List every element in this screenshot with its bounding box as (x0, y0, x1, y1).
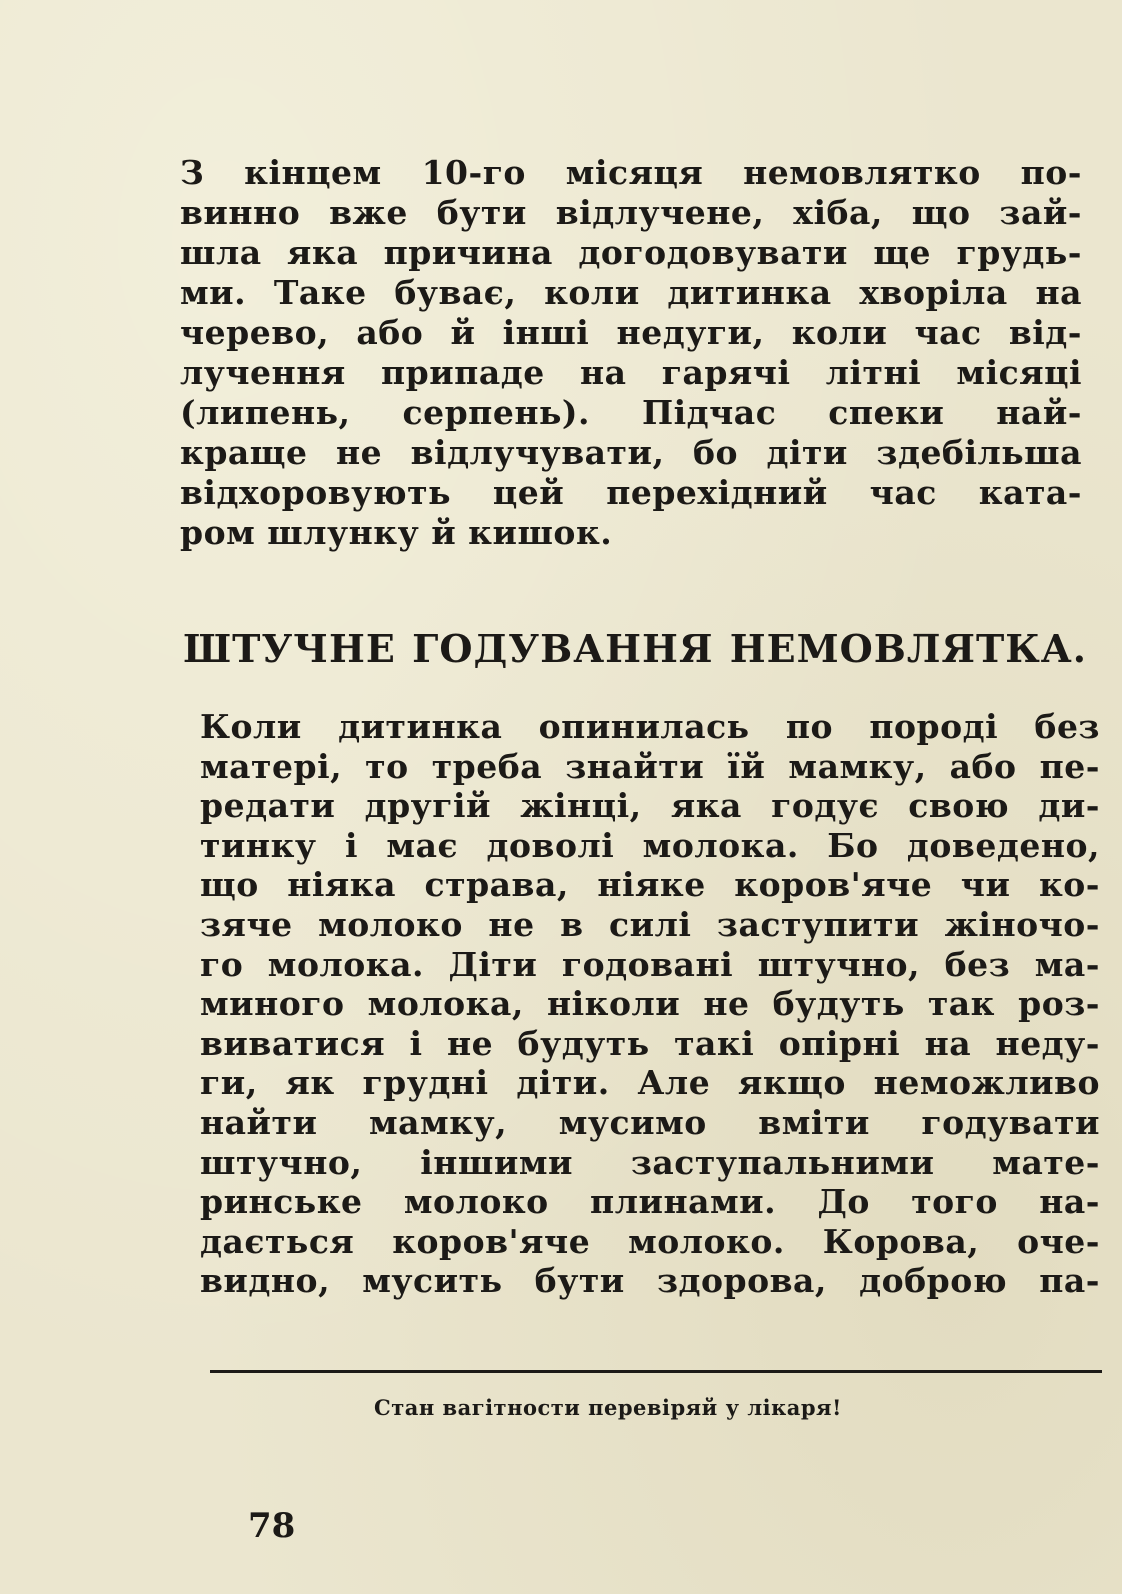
text-line: винно вже бути відлучене, хіба, що зай- (180, 193, 1082, 232)
page-number: 78 (248, 1506, 296, 1546)
text-line: ми. Таке буває, коли дитинка хворіла на (180, 273, 1082, 312)
text-line: шла яка причина догодовувати ще грудь- (180, 233, 1082, 272)
text-line: ги, як грудні діти. Але якщо неможливо (200, 1063, 1100, 1103)
text-line: матері, то треба знайти їй мамку, або пе- (200, 746, 1100, 786)
footnote: Стан вагітности перевіряй у лікаря! (374, 1395, 842, 1420)
text-line: миного молока, ніколи не будуть так роз- (200, 984, 1100, 1024)
paragraph-artificial-feeding (200, 707, 1100, 1301)
text-line: лучення припаде на гарячі літні місяці (180, 353, 1082, 392)
text-line: відхоровують цей перехідний час ката- (180, 473, 1082, 512)
text-line: штучно, іншими заступальними мате- (200, 1142, 1100, 1182)
text-line: зяче молоко не в силі заступити жіночо- (200, 904, 1100, 944)
text-line: Коли дитинка опинилась по породі без (200, 707, 1100, 746)
text-line: (липень, серпень). Підчас спеки най- (180, 393, 1082, 432)
text-line: видно, мусить бути здорова, доброю па- (200, 1261, 1100, 1301)
text-line: З кінцем 10-го місяця немовлятко по- (180, 153, 1082, 192)
text-line: го молока. Діти годовані штучно, без ма- (200, 944, 1100, 984)
text-line: що ніяка страва, ніяке коров'яче чи ко- (200, 865, 1100, 905)
text-line: краще не відлучувати, бо діти здебільша (180, 433, 1082, 472)
text-line: ринське молоко плинами. До того на- (200, 1182, 1100, 1222)
text-line: ром шлунку й кишок. (180, 513, 613, 552)
text-line: виватися і не будуть такі опірні на неду- (200, 1023, 1100, 1063)
footnote-divider (210, 1370, 1102, 1373)
section-heading: ШТУЧНЕ ГОДУВАННЯ НЕМОВЛЯТКА. (183, 626, 1087, 671)
text-line: черево, або й інші недуги, коли час від- (180, 313, 1082, 352)
text-line: тинку і має доволі молока. Бо доведено, (200, 825, 1100, 865)
paragraph-weaning (180, 153, 1082, 553)
text-line: редати другій жінці, яка годує свою ди- (200, 786, 1100, 826)
text-line: найти мамку, мусимо вміти годувати (200, 1102, 1100, 1142)
text-line: дається коров'яче молоко. Корова, оче- (200, 1221, 1100, 1261)
